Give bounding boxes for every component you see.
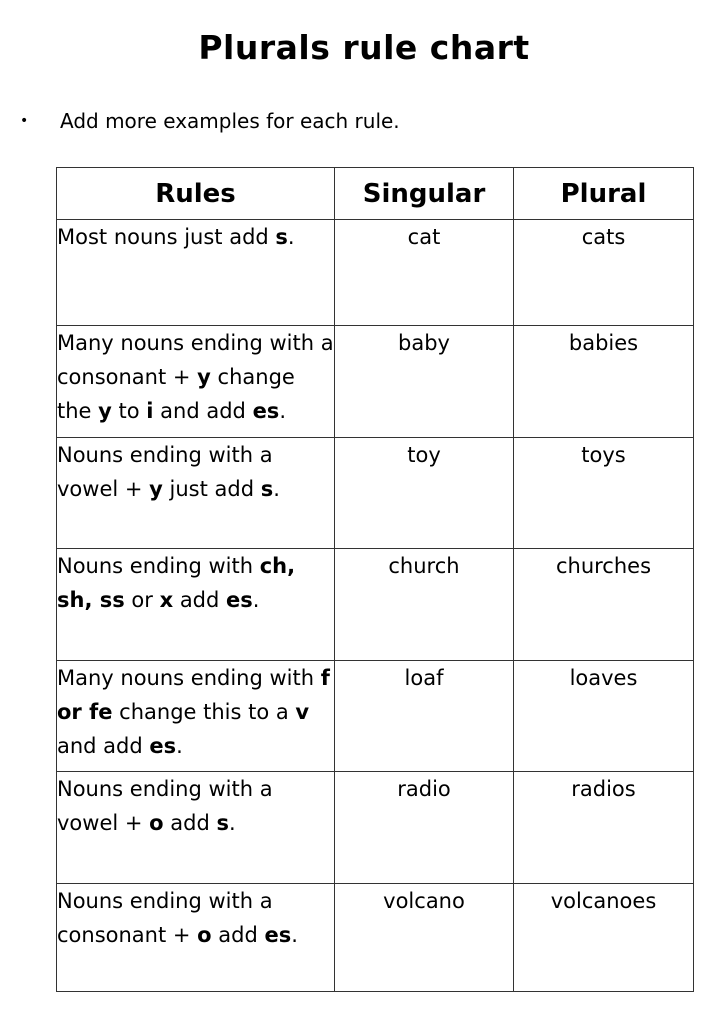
rule-text bbox=[57, 443, 280, 501]
rule-emphasis: s bbox=[216, 811, 229, 835]
table-row bbox=[57, 438, 694, 549]
rule-segment: . bbox=[228, 811, 236, 835]
rule-segment: Nouns ending with a vowel + bbox=[57, 777, 273, 835]
page-title: Plurals rule chart bbox=[198, 28, 530, 67]
rule-emphasis: i bbox=[146, 399, 154, 423]
table-header-row bbox=[57, 168, 694, 220]
table-row bbox=[57, 661, 694, 772]
rule-segment: to bbox=[111, 399, 147, 423]
rule-segment: . bbox=[273, 477, 280, 501]
plural-cell: babies bbox=[514, 326, 694, 438]
rule-segment: Nouns ending with bbox=[57, 554, 260, 578]
rule-segment: . bbox=[287, 225, 295, 249]
singular-cell: volcano bbox=[335, 884, 514, 992]
plural-cell: radios bbox=[514, 772, 694, 884]
plural-cell: loaves bbox=[514, 661, 694, 772]
rule-segment: Most nouns just add bbox=[57, 225, 276, 249]
rule-text bbox=[57, 225, 295, 249]
rule-emphasis: es bbox=[264, 923, 292, 947]
singular-cell: cat bbox=[335, 220, 514, 326]
rule-segment: add bbox=[211, 923, 265, 947]
plural-cell: volcanoes bbox=[514, 884, 694, 992]
rule-emphasis: v bbox=[295, 700, 310, 724]
rule-cell bbox=[57, 326, 335, 438]
singular-cell: church bbox=[335, 549, 514, 661]
rule-emphasis: y bbox=[149, 477, 163, 501]
rule-emphasis: o bbox=[197, 923, 212, 947]
rule-emphasis: es bbox=[149, 734, 177, 758]
header-rules: Rules bbox=[57, 168, 335, 220]
rule-segment: Nouns ending with a consonant + bbox=[57, 889, 273, 947]
plural-cell: toys bbox=[514, 438, 694, 549]
instruction-line bbox=[20, 109, 400, 133]
plural-cell: cats bbox=[514, 220, 694, 326]
rule-text bbox=[57, 554, 295, 612]
rule-emphasis: x bbox=[159, 588, 174, 612]
rule-segment: add bbox=[163, 811, 217, 835]
table-row bbox=[57, 220, 694, 326]
plural-cell: churches bbox=[514, 549, 694, 661]
header-plural: Plural bbox=[514, 168, 694, 220]
rule-cell bbox=[57, 661, 335, 772]
rule-emphasis: y bbox=[98, 399, 112, 423]
rule-emphasis: es bbox=[252, 399, 280, 423]
instruction-text: Add more examples for each rule. bbox=[60, 109, 400, 133]
table-row bbox=[57, 549, 694, 661]
singular-cell: toy bbox=[335, 438, 514, 549]
rule-segment: or bbox=[124, 588, 160, 612]
rule-emphasis: y bbox=[197, 365, 211, 389]
table-row bbox=[57, 884, 694, 992]
rule-cell bbox=[57, 549, 335, 661]
rule-cell bbox=[57, 884, 335, 992]
rule-segment: add bbox=[173, 588, 227, 612]
rule-text bbox=[57, 666, 330, 758]
singular-cell: baby bbox=[335, 326, 514, 438]
header-singular: Singular bbox=[335, 168, 514, 220]
rule-cell bbox=[57, 220, 335, 326]
rule-segment: change this to a bbox=[112, 700, 296, 724]
singular-cell: radio bbox=[335, 772, 514, 884]
rule-emphasis: es bbox=[226, 588, 253, 612]
rule-segment: Nouns ending with a vowel + bbox=[57, 443, 273, 501]
rule-segment: Many nouns ending with bbox=[57, 666, 321, 690]
rule-segment: just add bbox=[162, 477, 261, 501]
rule-emphasis: f or fe bbox=[57, 666, 330, 724]
rule-segment: and add bbox=[153, 399, 253, 423]
rule-text bbox=[57, 331, 334, 423]
table-row bbox=[57, 326, 694, 438]
bullet-icon: • bbox=[20, 113, 29, 129]
rule-text bbox=[57, 889, 298, 947]
table-row bbox=[57, 772, 694, 884]
rule-segment: and add bbox=[57, 734, 150, 758]
rule-emphasis: s bbox=[275, 225, 288, 249]
rule-emphasis: o bbox=[149, 811, 164, 835]
rule-segment: Many nouns ending with a consonant + bbox=[57, 331, 334, 389]
rule-segment: . bbox=[291, 923, 298, 947]
plurals-rule-table bbox=[56, 167, 694, 992]
rule-emphasis: ch, sh, ss bbox=[57, 554, 296, 612]
rule-emphasis: s bbox=[260, 477, 274, 501]
rule-segment: change the bbox=[57, 365, 295, 423]
rule-segment: . bbox=[176, 734, 183, 758]
rule-segment: . bbox=[279, 399, 286, 423]
rule-cell bbox=[57, 438, 335, 549]
rule-cell bbox=[57, 772, 335, 884]
singular-cell: loaf bbox=[335, 661, 514, 772]
rule-segment: . bbox=[252, 588, 260, 612]
rule-text bbox=[57, 777, 273, 835]
